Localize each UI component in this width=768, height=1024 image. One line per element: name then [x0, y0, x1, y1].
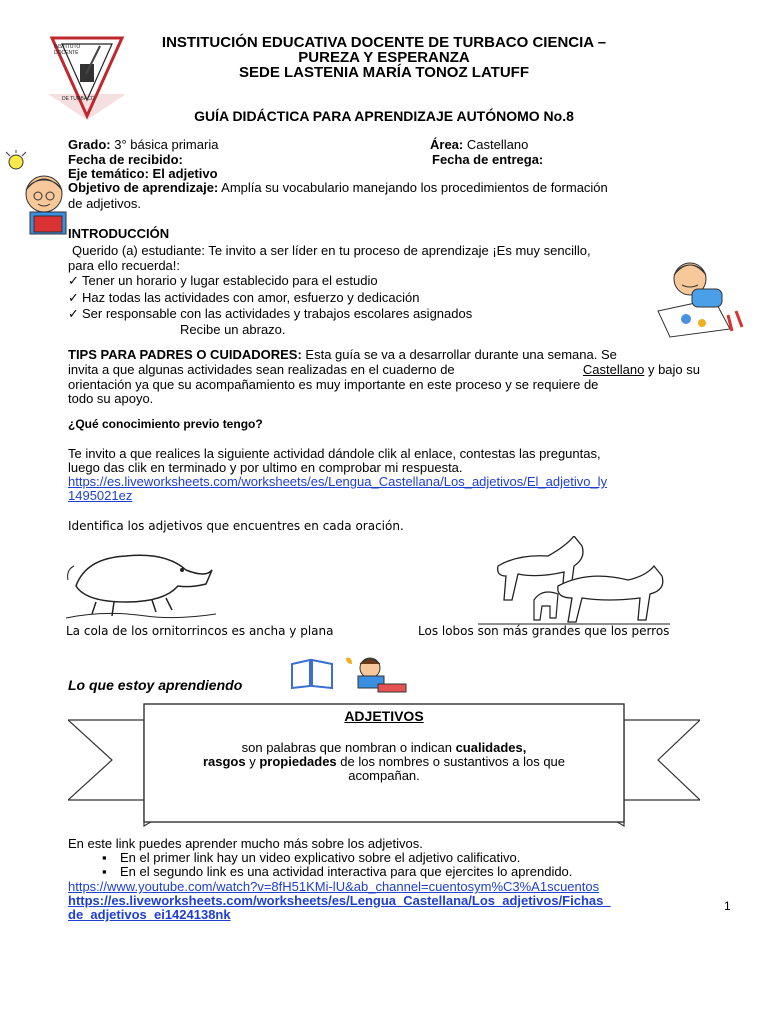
caption-wolves: Los lobos son más grandes que los perros [418, 624, 670, 638]
more-bullet-1 [102, 850, 520, 865]
banner-line-3: acompañan. [348, 768, 420, 783]
liveworksheets-link-line-1[interactable]: https://es.liveworksheets.com/worksheets/es/Lengua_Castellana/Los_adjetivos/Fichas_ [68, 893, 611, 908]
objetivo-value: Amplía su vocabulario manejando los procedimientos de formación [221, 180, 608, 195]
intro-closing: Recibe un abrazo. [180, 322, 286, 337]
banner-title-text: ADJETIVOS [344, 708, 424, 724]
book-icon [290, 658, 334, 690]
intro-item-3 [68, 306, 472, 321]
intro-item-text: Tener un horario y lugar establecido para el estudio [82, 273, 378, 288]
bullet-icon: ▪ [102, 850, 107, 865]
logo-text-top: INSTITUTO DOCENTE [54, 44, 81, 56]
objetivo-label: Objetivo de aprendizaje: [68, 180, 219, 195]
header-line-1: INSTITUCIÓN EDUCATIVA DOCENTE DE TURBACO CIENCIA – [161, 34, 607, 51]
check-icon: ✓ [68, 273, 79, 288]
student-reading-illustration [4, 150, 76, 242]
child-drawing-illustration [652, 255, 748, 339]
intro-item-1 [68, 273, 378, 288]
banner-t1b: cualidades, [455, 740, 527, 755]
tips-text-2b: y bajo su [647, 362, 700, 377]
guide-title: GUÍA DIDÁCTICA PARA APRENDIZAJE AUTÓNOMO No.8 [194, 108, 574, 124]
tips-line-2 [68, 362, 700, 377]
activity-instruction: Identifica los adjetivos que encuentres en cada oración. [68, 519, 404, 533]
area-value: Castellano [466, 137, 529, 152]
area-row [430, 137, 528, 152]
banner-t1: son palabras que nombran o indican [241, 740, 452, 755]
more-line-1: En este link puedes aprender mucho más sobre los adjetivos. [68, 836, 423, 851]
tips-line-3: orientación ya que su acompañamiento es muy importante en este proceso y se requiere de [68, 377, 599, 392]
objetivo-row [68, 180, 700, 195]
banner-line-1 [144, 740, 624, 755]
tips-text-1: Esta guía se va a desarrollar durante una semana. Se [305, 347, 617, 362]
grado-row [68, 137, 218, 152]
check-icon: ✓ [68, 306, 79, 321]
tips-line-1 [68, 347, 700, 362]
banner-t2a: rasgos [202, 754, 246, 769]
previo-link-line-1[interactable]: https://es.liveworksheets.com/worksheets/es/Lengua_Castellana/Los_adjetivos/El_adjetivo_ly [68, 474, 608, 489]
grado-value: 3° básica primaria [114, 137, 219, 152]
bullet-icon: ▪ [102, 864, 107, 879]
tips-line-4: todo su apoyo. [68, 391, 154, 406]
header-line-2: PUREZA Y ESPERANZA [298, 49, 470, 66]
youtube-link[interactable]: https://www.youtube.com/watch?v=8fH51KMi-lU&ab_channel=cuentosym%C3%A1scuentos [68, 879, 600, 894]
previo-link-line-2[interactable]: 1495021ez [68, 488, 133, 503]
caption-platypus: La cola de los ornitorrincos es ancha y plana [66, 624, 334, 638]
intro-item-text: Ser responsable con las actividades y trabajos escolares asignados [82, 306, 473, 321]
tips-text-2: invita a que algunas actividades sean realizadas en el cuaderno de [68, 362, 455, 377]
page-number: 1 [724, 899, 731, 913]
intro-item-2 [68, 290, 419, 305]
platypus-illustration [66, 540, 216, 622]
banner-t2c: propiedades [259, 754, 337, 769]
banner-t2d: de los nombres o sustantivos a los que [340, 754, 566, 769]
tips-label: TIPS PARA PADRES O CUIDADORES: [68, 347, 302, 362]
check-icon: ✓ [68, 290, 79, 305]
grado-label: Grado: [68, 137, 111, 152]
banner-line-2 [144, 754, 624, 769]
intro-item-text: Haz todas las actividades con amor, esfuerzo y dedicación [82, 290, 420, 305]
banner-title [144, 708, 624, 724]
more-bullet-text: En el segundo link es una actividad interactiva para que ejercites lo aprendido. [120, 864, 573, 879]
objetivo-value-2: de adjetivos. [68, 196, 141, 211]
eje-tematico: Eje temático: El adjetivo [68, 166, 218, 181]
tips-cuaderno-row [583, 362, 700, 377]
fecha-entrega-label: Fecha de entrega: [432, 152, 544, 167]
child-reading-icon [338, 654, 408, 694]
fecha-recibido-label: Fecha de recibido: [68, 152, 183, 167]
area-label: Área: [430, 137, 464, 152]
previo-line-1: Te invito a que realices la siguiente actividad dándole clik al enlace, contestas las preguntas, [68, 446, 601, 461]
intro-title: INTRODUCCIÓN [68, 226, 170, 241]
previo-title: ¿Qué conocimiento previo tengo? [68, 417, 263, 431]
header-line-3: SEDE LASTENIA MARÍA TONOZ LATUFF [239, 64, 529, 81]
intro-line-2: para ello recuerda!: [68, 258, 181, 273]
more-bullet-text: En el primer link hay un video explicativo sobre el adjetivo calificativo. [120, 850, 521, 865]
liveworksheets-link-line-2[interactable]: de_adjetivos_ei1424138nk [68, 907, 231, 922]
previo-line-2: luego das clik en terminado y por ultimo en comprobar mi respuesta. [68, 460, 463, 475]
banner-t2b: y [249, 754, 256, 769]
logo-text-bottom: DE TURBACO [62, 96, 95, 102]
more-bullet-2 [102, 864, 572, 879]
tips-cuaderno: Castellano [582, 362, 645, 377]
intro-line-1: Querido (a) estudiante: Te invito a ser líder en tu proceso de aprendizaje ¡Es muy sencillo, [72, 243, 591, 258]
wolves-illustration [478, 536, 670, 626]
learning-title: Lo que estoy aprendiendo [68, 677, 243, 693]
